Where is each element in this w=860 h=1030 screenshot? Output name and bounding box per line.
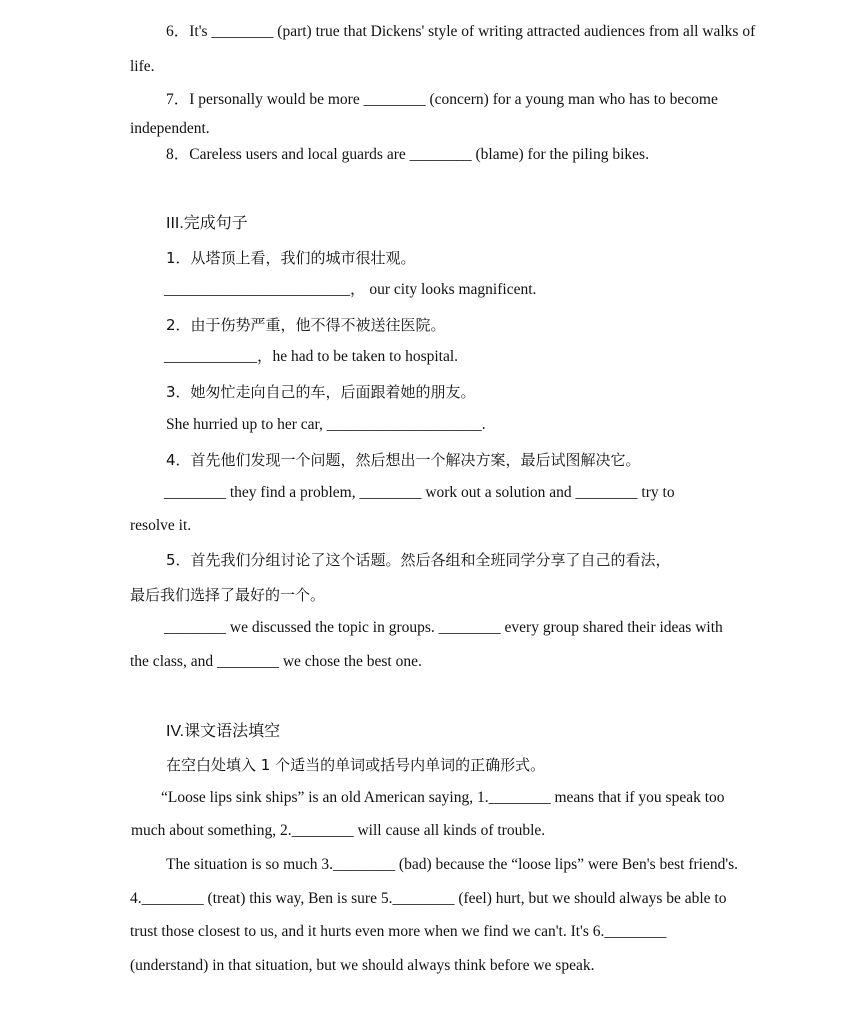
passage-paragraph-1-line-1: “Loose lips sink ships” is an old American saying, 1.________ means that if you speak too — [161, 789, 725, 806]
sentence-3-chinese: 3．她匆忙走向自己的车，后面跟着她的朋友。 — [166, 383, 476, 401]
sentence-4-chinese: 4．首先他们发现一个问题，然后想出一个解决方案，最后试图解决它。 — [166, 451, 641, 469]
section-four-instruction: 在空白处填入 1 个适当的单词或括号内单词的正确形式。 — [166, 756, 546, 774]
passage-paragraph-1-line-2: much about something, 2.________ will cause all kinds of trouble. — [131, 822, 546, 839]
section-three-heading: III.完成句子 — [166, 215, 248, 232]
sentence-4-english-line-2: resolve it. — [130, 517, 192, 534]
passage-paragraph-2-line-4: (understand) in that situation, but we should always think before we speak. — [130, 957, 595, 974]
exercise-item-8: 8．Careless users and local guards are ________ (blame) for the piling bikes. — [166, 146, 649, 163]
sentence-2-english: ____________，he had to be taken to hospital. — [164, 348, 459, 365]
exercise-item-6-line-1: 6．It's ________ (part) true that Dickens' style of writing attracted audiences from all walks of — [166, 23, 756, 40]
passage-paragraph-2-line-3: trust those closest to us, and it hurts even more when we find we can't. It's 6.________ — [130, 923, 667, 940]
passage-paragraph-2-line-2: 4.________ (treat) this way, Ben is sure 5.________ (feel) hurt, but we should always be able to — [130, 890, 727, 907]
section-four-heading: IV.课文语法填空 — [166, 723, 281, 740]
sentence-3-english: She hurried up to her car, ____________________. — [166, 416, 486, 433]
sentence-4-english-line-1: ________ they find a problem, ________ work out a solution and ________ try to — [164, 484, 675, 501]
sentence-1-chinese: 1．从塔顶上看，我们的城市很壮观。 — [166, 249, 416, 267]
sentence-2-chinese: 2．由于伤势严重，他不得不被送往医院。 — [166, 316, 446, 334]
exercise-item-7-line-1: 7．I personally would be more ________ (concern) for a young man who has to become — [166, 91, 718, 108]
exercise-item-6-line-2: life. — [130, 58, 155, 75]
sentence-5-chinese-line-1: 5．首先我们分组讨论了这个话题。然后各组和全班同学分享了自己的看法， — [166, 551, 671, 569]
sentence-5-chinese-line-2: 最后我们选择了最好的一个。 — [130, 586, 326, 604]
sentence-1-english: ________________________， our city looks magnificent. — [164, 281, 537, 298]
sentence-5-english-line-1: ________ we discussed the topic in groups. ________ every group shared their ideas with — [164, 619, 723, 636]
sentence-5-english-line-2: the class, and ________ we chose the best one. — [130, 653, 422, 670]
exercise-item-7-line-2: independent. — [130, 120, 210, 137]
passage-paragraph-2-line-1: The situation is so much 3.________ (bad) because the “loose lips” were Ben's best friend's. — [166, 856, 739, 873]
